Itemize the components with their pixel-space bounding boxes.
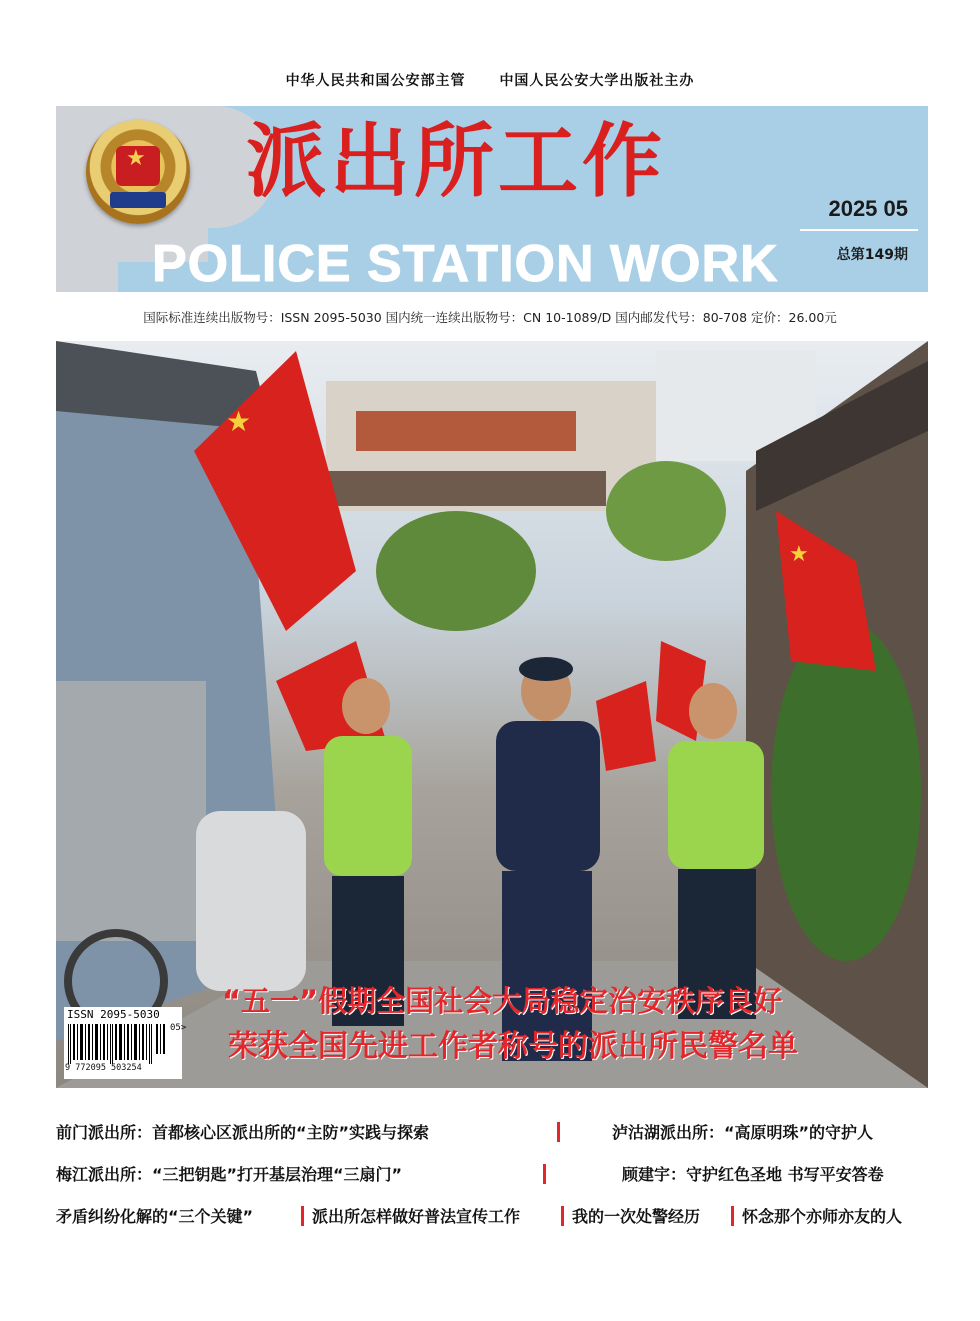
masthead [56, 106, 928, 292]
total-issue: 总第149期 [836, 247, 908, 263]
cover-headline-1: “五一”假期全国社会大局稳定治安秩序良好 [222, 984, 783, 1018]
toc-item[interactable]: 矛盾纠纷化解的“三个关键” [56, 1207, 254, 1226]
cover-photo [56, 341, 928, 1088]
toc-separator [557, 1122, 560, 1142]
toc-item[interactable]: 顾建宇：守护红色圣地 书写平安答卷 [622, 1165, 884, 1184]
toc-item[interactable]: 梅江派出所：“三把钥匙”打开基层治理“三扇门” [56, 1165, 403, 1184]
barcode-issn: ISSN 2095-5030 [67, 1008, 160, 1021]
sponsor-publisher: 中国人民公安大学出版社主办 [499, 73, 695, 89]
masthead-rule [800, 229, 918, 231]
svg-text:★: ★ [226, 405, 252, 438]
barcode [64, 1007, 187, 1079]
toc-item[interactable]: 派出所怎样做好普法宣传工作 [312, 1207, 521, 1226]
toc-row [56, 1162, 928, 1190]
toc-separator [301, 1206, 304, 1226]
toc-separator [543, 1164, 546, 1184]
svg-text:★: ★ [789, 542, 809, 567]
police-emblem-icon: ★ [86, 120, 190, 224]
barcode-digits: 9 772095 503254 [65, 1063, 142, 1073]
toc-item[interactable]: 前门派出所：首都核心区派出所的“主防”实践与探索 [56, 1123, 430, 1142]
barcode-bars-icon [68, 1024, 168, 1064]
toc-item[interactable]: 泸沽湖派出所：“高原明珠”的守护人 [612, 1123, 874, 1142]
publication-info: 国际标准连续出版物号：ISSN 2095-5030 国内统一连续出版物号：CN 10-1089/D 国内邮发代号：80-708 定价：26.00元 [143, 310, 837, 325]
barcode-issue-code: 05> [170, 1023, 187, 1033]
toc-item[interactable]: 我的一次处警经历 [572, 1207, 701, 1226]
cover-headline-2: 荣获全国先进工作者称号的派出所民警名单 [228, 1029, 798, 1064]
toc-item[interactable]: 怀念那个亦师亦友的人 [742, 1207, 903, 1226]
magazine-title-cn: 派出所工作 [246, 115, 666, 208]
magazine-title-en: POLICE STATION WORK [152, 235, 779, 293]
sponsor-line [0, 70, 980, 90]
year-issue: 2025 05 [828, 196, 908, 221]
toc-row [56, 1204, 928, 1232]
toc-separator [731, 1206, 734, 1226]
toc-separator [561, 1206, 564, 1226]
toc-row [56, 1120, 928, 1148]
cover-photo-illustration [56, 341, 928, 1088]
sponsor-ministry: 中华人民共和国公安部主管 [285, 73, 466, 89]
